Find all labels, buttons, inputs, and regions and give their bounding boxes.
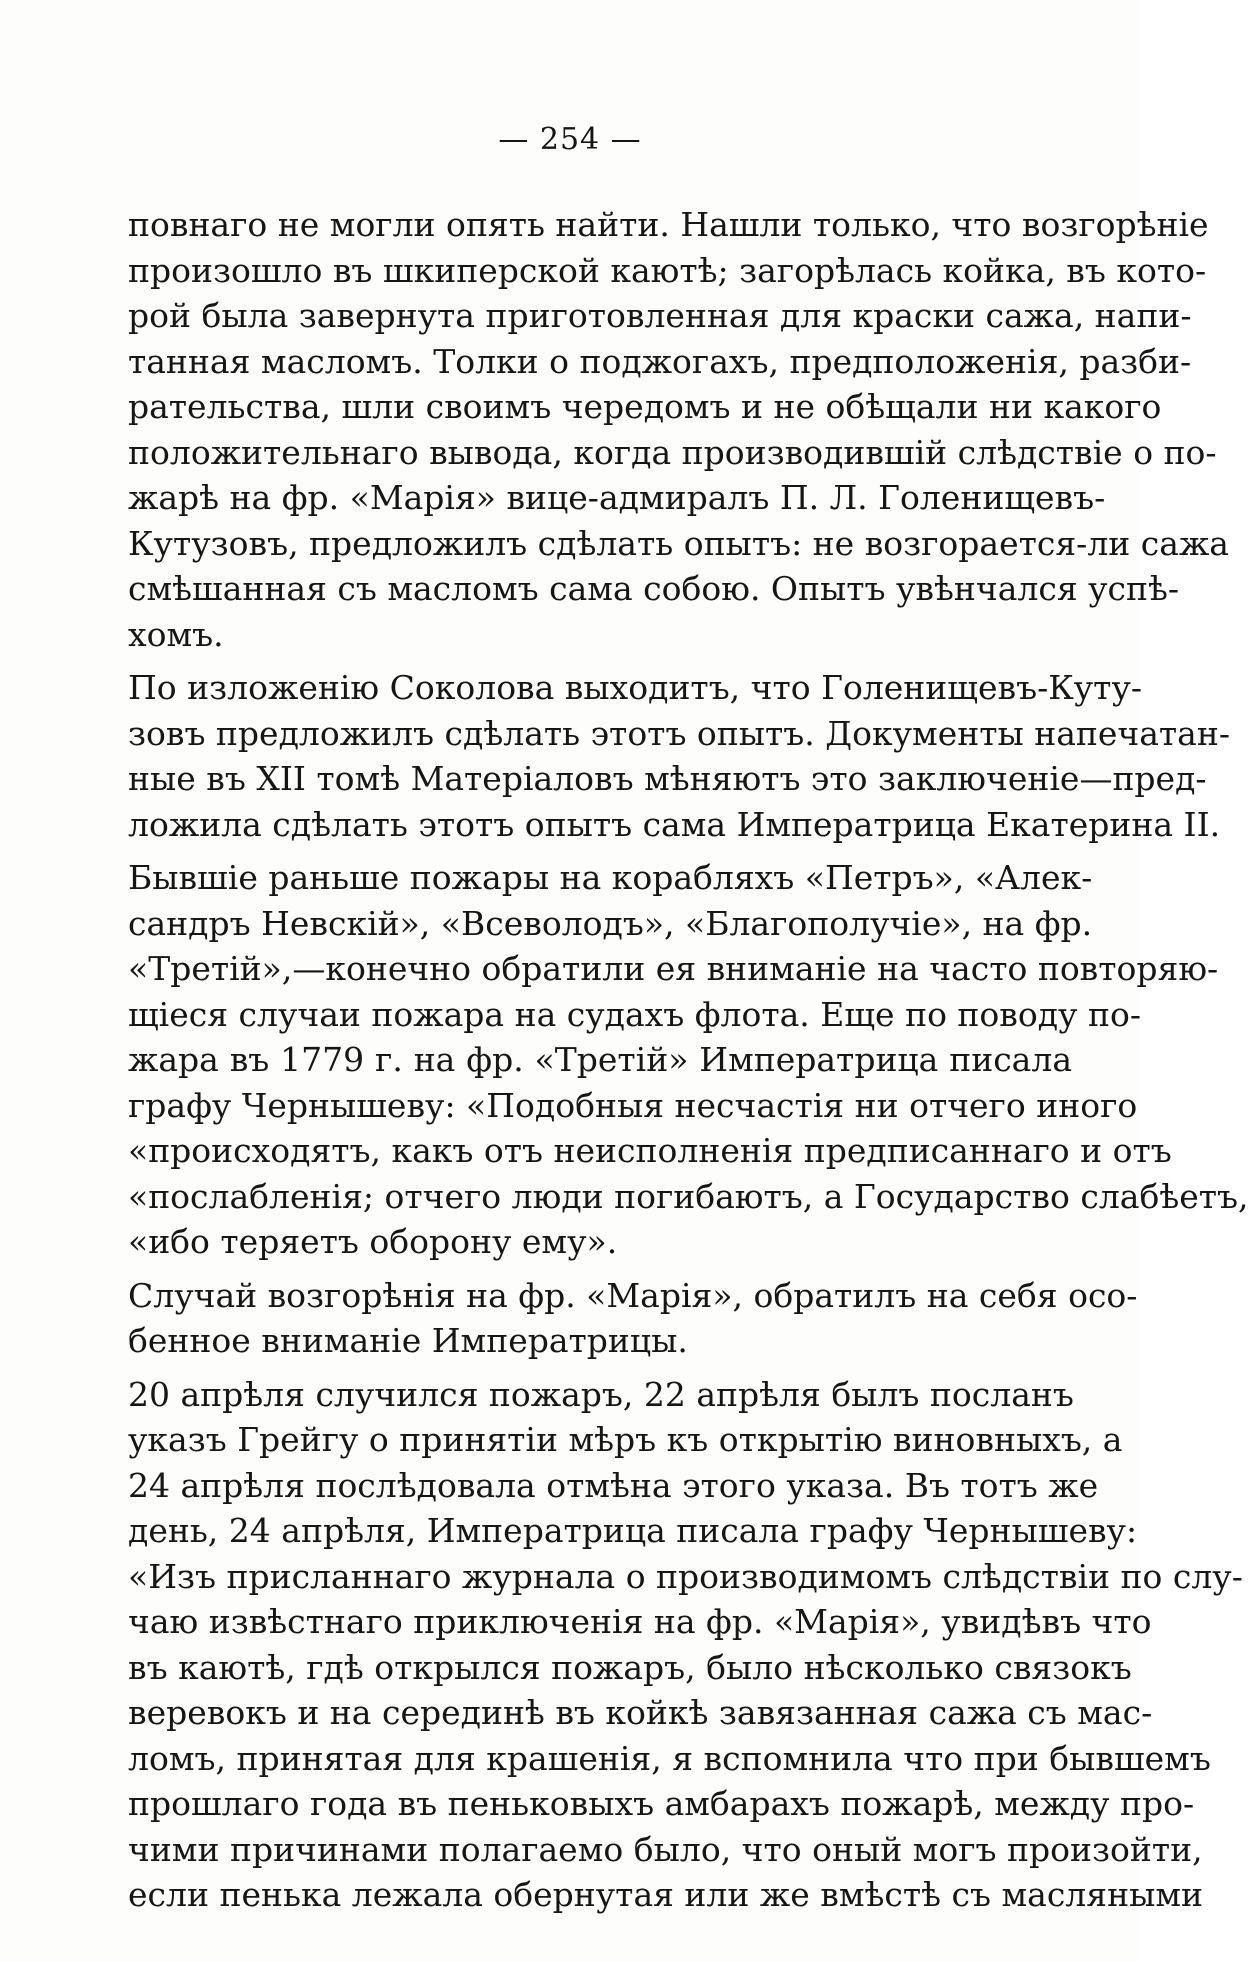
text-line: рой была завернута приготовленная для краски сажа, напи-: [128, 296, 1192, 335]
text-line: По изложенію Соколова выходитъ, что Голенищевъ-Куту-: [128, 668, 1143, 707]
text-line: «Третій»,—конечно обратили ея вниманіе на часто повторяю-: [128, 949, 1219, 988]
text-line: день, 24 апрѣля, Императрица писала графу Чернышеву:: [128, 1511, 1138, 1550]
text-line: ложила сдѣлать этотъ опытъ сама Императрица Екатерина II.: [128, 804, 1221, 844]
text-line: Кутузовъ, предложилъ сдѣлать опытъ: не возгорается-ли сажа: [128, 523, 1229, 563]
text-line: Случай возгорѣнія на фр. «Марія», обратилъ на себя осо-: [128, 1275, 1138, 1315]
text-line: 24 апрѣля послѣдовала отмѣна этого указа. Въ тотъ же: [128, 1465, 1099, 1505]
text-line: «ибо теряетъ оборону ему».: [128, 1222, 618, 1261]
text-line: танная масломъ. Толки о поджогахъ, предположенія, разби-: [128, 341, 1192, 381]
text-line: жара въ 1779 г. на фр. «Третій» Императрица писала: [128, 1040, 1072, 1079]
text-line: «происходятъ, какъ отъ неисполненія предписаннаго и отъ: [128, 1131, 1172, 1170]
text-line: чаю извѣстнаго приключенія на фр. «Марія», увидѣвъ что: [128, 1602, 1152, 1641]
text-line: зовъ предложилъ сдѣлать этотъ опытъ. Документы напечатан-: [128, 713, 1230, 753]
text-line: «Изъ присланнаго журнала о производимомъ слѣдствіи по слу-: [128, 1556, 1243, 1596]
text-line: веревокъ и на серединѣ въ койкѣ завязанная сажа съ мас-: [128, 1693, 1153, 1732]
text-line: 20 апрѣля случился пожаръ, 22 апрѣля былъ посланъ: [128, 1374, 1074, 1414]
text-line: въ каютѣ, гдѣ открылся пожаръ, было нѣсколько связокъ: [128, 1647, 1132, 1687]
text-line: произошло въ шкиперской каютѣ; загорѣлась койка, въ кото-: [128, 250, 1207, 290]
text-line: если пенька лежала обернутая или же вмѣстѣ съ масляными: [128, 1875, 1204, 1914]
text-line: бенное вниманіе Императрицы.: [128, 1321, 688, 1360]
text-line: хомъ.: [128, 614, 224, 654]
text-line: Бывшіе раньше пожары на корабляхъ «Петръ», «Алек-: [128, 858, 1093, 897]
text-line: смѣшанная съ масломъ сама собою. Опытъ увѣнчался успѣ-: [128, 569, 1180, 608]
text-line: жарѣ на фр. «Марія» вице-адмиралъ П. Л. Голенищевъ-: [128, 478, 1106, 517]
text-line: прошлаго года въ пеньковыхъ амбарахъ пожарѣ, между про-: [128, 1784, 1195, 1823]
text-line: чими причинами полагаемо было, что оный могъ произойти,: [128, 1829, 1203, 1869]
text-line: повнаго не могли опять найти. Нашли только, что возгорѣніе: [128, 205, 1209, 244]
text-line: указъ Грейгу о принятіи мѣръ къ открытію виновныхъ, а: [128, 1420, 1123, 1459]
paragraph-4: [128, 1273, 1138, 1364]
paragraph-5: [128, 1372, 1243, 1918]
text-line: щіеся случаи пожара на судахъ флота. Еще по поводу по-: [128, 994, 1141, 1034]
text-line: «послабленія; отчего люди погибаютъ, а Государство слабѣетъ,: [128, 1176, 1249, 1216]
text-line: графу Чернышеву: «Подобныя несчастія ни отчего иного: [128, 1085, 1138, 1125]
page-number: — 254 —: [498, 122, 642, 157]
paragraph-1: [128, 202, 1229, 657]
paragraph-3: [128, 855, 1249, 1265]
text-line: ломъ, принятая для крашенія, я вспомнила что при бывшемъ: [128, 1738, 1211, 1778]
text-line: рательства, шли своимъ чередомъ и не обѣщали ни какого: [128, 387, 1162, 426]
page-body: [128, 202, 1249, 1918]
paragraph-2: [128, 665, 1230, 847]
text-line: положительнаго вывода, когда производившій слѣдствіе о по-: [128, 432, 1217, 472]
text-line: сандръ Невскій», «Всеволодъ», «Благополучіе», на фр.: [128, 903, 1093, 943]
text-line: ные въ XII томѣ Матеріаловъ мѣняютъ это заключеніе—пред-: [128, 759, 1207, 798]
